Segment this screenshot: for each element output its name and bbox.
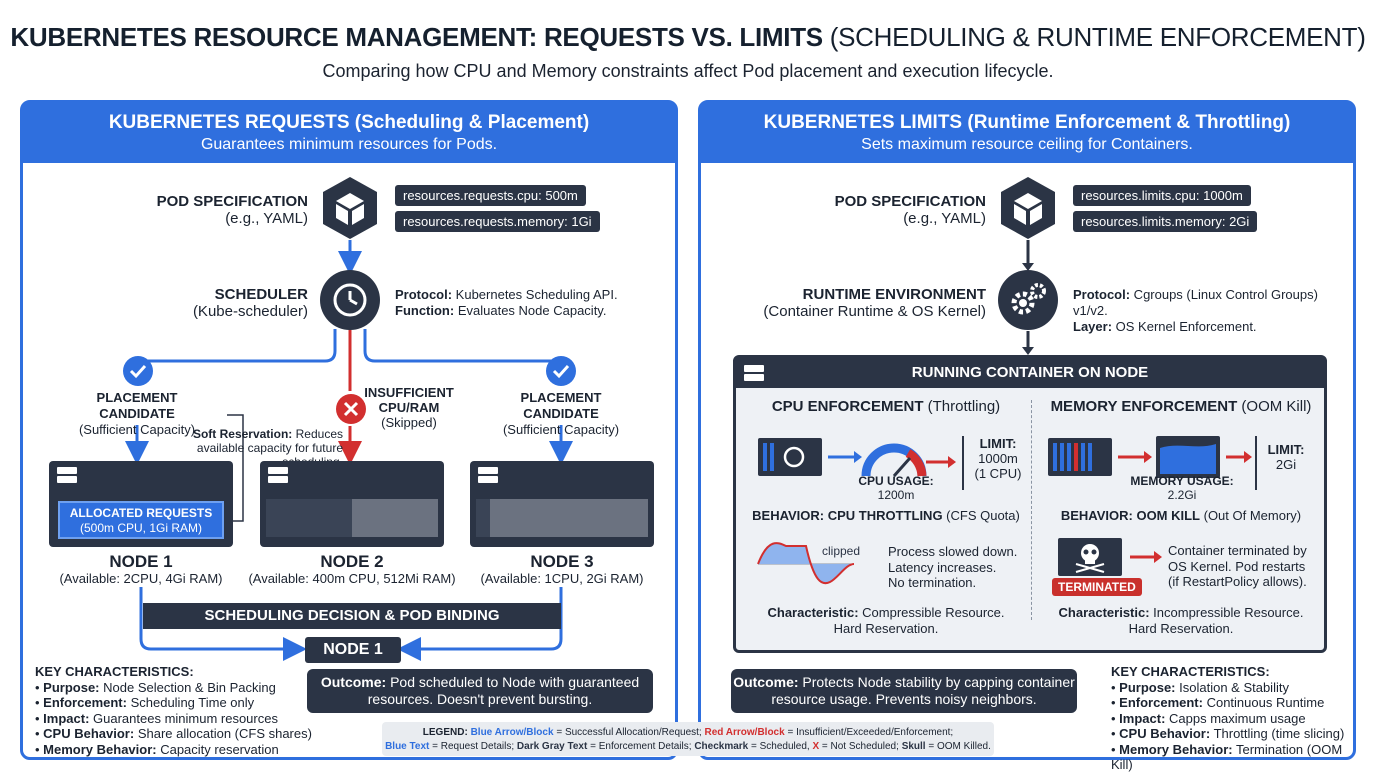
runtime-label: RUNTIME ENVIRONMENT (Container Runtime & OS Kernel) (763, 286, 986, 320)
limits-key-title: KEY CHARACTERISTICS: (1111, 664, 1270, 679)
node2-box (260, 461, 444, 547)
running-container-box (733, 355, 1327, 653)
cpu-effect-item: No termination. (888, 575, 977, 590)
scheduler-protocol: Protocol: Kubernetes Scheduling API. Function: Evaluates Node Capacity. (395, 287, 618, 318)
memory-effect-list (1168, 543, 1307, 590)
cpu-enforcement-title: CPU ENFORCEMENT (Throttling) (771, 398, 1001, 415)
limits-panel-title: KUBERNETES LIMITS (Runtime Enforcement & Throttling) (763, 112, 1291, 133)
requests-key-item: • Purpose: Node Selection & Bin Packing (35, 679, 276, 695)
limits-memory-tag: resources.limits.memory: 2Gi (1073, 211, 1257, 232)
title-bold: KUBERNETES RESOURCE MANAGEMENT: REQUESTS VS. LIMITS (10, 22, 823, 52)
legend (382, 722, 994, 756)
legend-line-2: Blue Text = Request Details; Dark Gray Text = Enforcement Details; Checkmark = Scheduled, X = Not Scheduled; Skull = OOM Killed. (385, 741, 991, 752)
server-icon (478, 467, 498, 483)
cpu-limit-readout: LIMIT: 1000m (1 CPU) (974, 436, 1022, 481)
soft-reservation-note: Soft Reservation: Reduces available capacity for future (192, 427, 343, 455)
limits-panel-subtitle: Sets maximum resource ceiling for Containers. (861, 136, 1193, 153)
limits-key-item: • Enforcement: Continuous Runtime (1111, 695, 1325, 710)
limits-panel (698, 100, 1356, 772)
node1-available: (Available: 2CPU, 4Gi RAM) (59, 571, 223, 586)
memory-enforcement-title: MEMORY ENFORCEMENT (OOM Kill) (1050, 398, 1312, 415)
requests-cpu-tag: resources.requests.cpu: 500m (395, 185, 586, 206)
page-subtitle: Comparing how CPU and Memory constraints affect Pod placement and execution lifecycle. (322, 61, 1054, 81)
selected-node-block: NODE 1 (305, 637, 401, 663)
cpu-usage-readout: CPU USAGE: 1200m (858, 474, 934, 502)
requests-key-item: • Impact: Guarantees minimum resources (35, 710, 278, 726)
node1-box (49, 461, 233, 547)
limits-key-item: • CPU Behavior: Throttling (time slicing) (1111, 726, 1345, 741)
gears-icon (997, 269, 1059, 331)
requests-panel-subtitle: Guarantees minimum resources for Pods. (200, 136, 498, 153)
requests-memory-tag: resources.requests.memory: 1Gi (395, 211, 600, 232)
insufficient-label: INSUFFICIENT CPU/RAM (Skipped) (364, 385, 454, 430)
limits-cpu-tag: resources.limits.cpu: 1000m (1073, 185, 1251, 206)
title-light: (SCHEDULING & RUNTIME ENFORCEMENT) (822, 22, 1366, 52)
terminated-badge: TERMINATED (1052, 578, 1142, 596)
cpu-effect-item: Latency increases. (888, 559, 997, 575)
cpu-effect-item: Process slowed down. (888, 544, 1018, 559)
limits-pod-spec-label: POD SPECIFICATION (e.g., YAML) (834, 193, 986, 227)
requests-key-item: • CPU Behavior: Share allocation (CFS shares) (35, 726, 312, 741)
requests-key-item: • Enforcement: Scheduling Time only (35, 695, 255, 710)
legend-line-1: LEGEND: Blue Arrow/Block = Successful Allocation/Request; Red Arrow/Block = Insufficient/Exceeded/Enforcement; (422, 727, 954, 738)
enforcement-divider (1031, 400, 1032, 620)
requests-outcome-box: Outcome: Pod scheduled to Node with guaranteed resources. Doesn't prevent bursting. (307, 669, 653, 713)
server-icon (57, 467, 77, 483)
running-container-title: RUNNING CONTAINER ON NODE (911, 364, 1149, 381)
candidate-label-node1: PLACEMENT CANDIDATE (Sufficient Capacity) (78, 390, 196, 437)
limits-key-characteristics (1111, 664, 1357, 773)
requests-key-characteristics (35, 664, 315, 757)
page-title (0, 22, 1376, 53)
checkmark-icon-node1 (122, 355, 154, 387)
candidate-label-node3: PLACEMENT CANDIDATE (Sufficient Capacity) (502, 390, 620, 437)
node3-box (470, 461, 654, 547)
allocated-requests-block: ALLOCATED REQUESTS (500m CPU, 1Gi RAM) (58, 501, 224, 539)
limits-outcome-box: Outcome: Protects Node stability by capping container resource usage. Prevents noisy neighbors. (731, 669, 1077, 713)
limits-key-item: • Purpose: Isolation & Stability (1111, 679, 1289, 695)
node3-available: (Available: 1CPU, 2Gi RAM) (480, 571, 644, 586)
scheduler-label: SCHEDULER (Kube-scheduler) (192, 286, 308, 320)
runtime-protocol: Protocol: Cgroups (Linux Control Groups) v1/v2. Layer: OS Kernel Enforcement. (1073, 287, 1318, 334)
memory-behavior: BEHAVIOR: OOM KILL (Out Of Memory) (1060, 508, 1302, 523)
server-icon (268, 467, 288, 483)
node2-usage-bar (266, 499, 438, 537)
clipped-label: clipped (822, 544, 861, 558)
memory-usage-readout: MEMORY USAGE: 2.2Gi (1130, 474, 1234, 502)
memory-effect-item: Container terminated by (1168, 543, 1307, 558)
requests-key-item: • Memory Behavior: Capacity reservation (35, 741, 279, 757)
skull-icon (1058, 538, 1170, 578)
memory-effect-item: (if RestartPolicy allows). (1168, 574, 1307, 589)
memory-effect-item: OS Kernel. Pod restarts (1168, 558, 1306, 574)
requests-panel (20, 100, 678, 760)
cpu-behavior: BEHAVIOR: CPU THROTTLING (CFS Quota) (752, 508, 1020, 523)
running-container-header (736, 358, 1324, 388)
requests-key-title: KEY CHARACTERISTICS: (35, 664, 194, 679)
limits-key-item: • Impact: Capps maximum usage (1111, 710, 1306, 726)
pod-cube-icon (317, 175, 383, 241)
node3-title: NODE 3 (530, 552, 594, 571)
node2-title: NODE 2 (320, 552, 384, 571)
node2-available: (Available: 400m CPU, 512Mi RAM) (248, 571, 456, 586)
memory-limit-readout: LIMIT: 2Gi (1267, 442, 1305, 472)
pod-spec-label: POD SPECIFICATION (e.g., YAML) (156, 193, 308, 227)
checkmark-icon-node3 (545, 355, 577, 387)
limits-key-item: • Memory Behavior: Termination (OOM Kill) (1111, 741, 1343, 772)
memory-characteristic: Characteristic: Incompressible Resource. Hard Reservation. (1058, 605, 1304, 636)
cpu-characteristic: Characteristic: Compressible Resource. Hard Reservation. (767, 605, 1005, 636)
limits-pod-cube-icon (995, 175, 1061, 241)
scheduling-decision-bar: SCHEDULING DECISION & POD BINDING (143, 603, 561, 629)
node1-title: NODE 1 (109, 552, 173, 571)
server-icon (744, 365, 764, 381)
cpu-effect-list (888, 544, 1017, 591)
scheduler-clock-icon (319, 269, 381, 331)
node3-usage-bar (476, 499, 648, 537)
requests-panel-title: KUBERNETES REQUESTS (Scheduling & Placement) (108, 112, 590, 133)
